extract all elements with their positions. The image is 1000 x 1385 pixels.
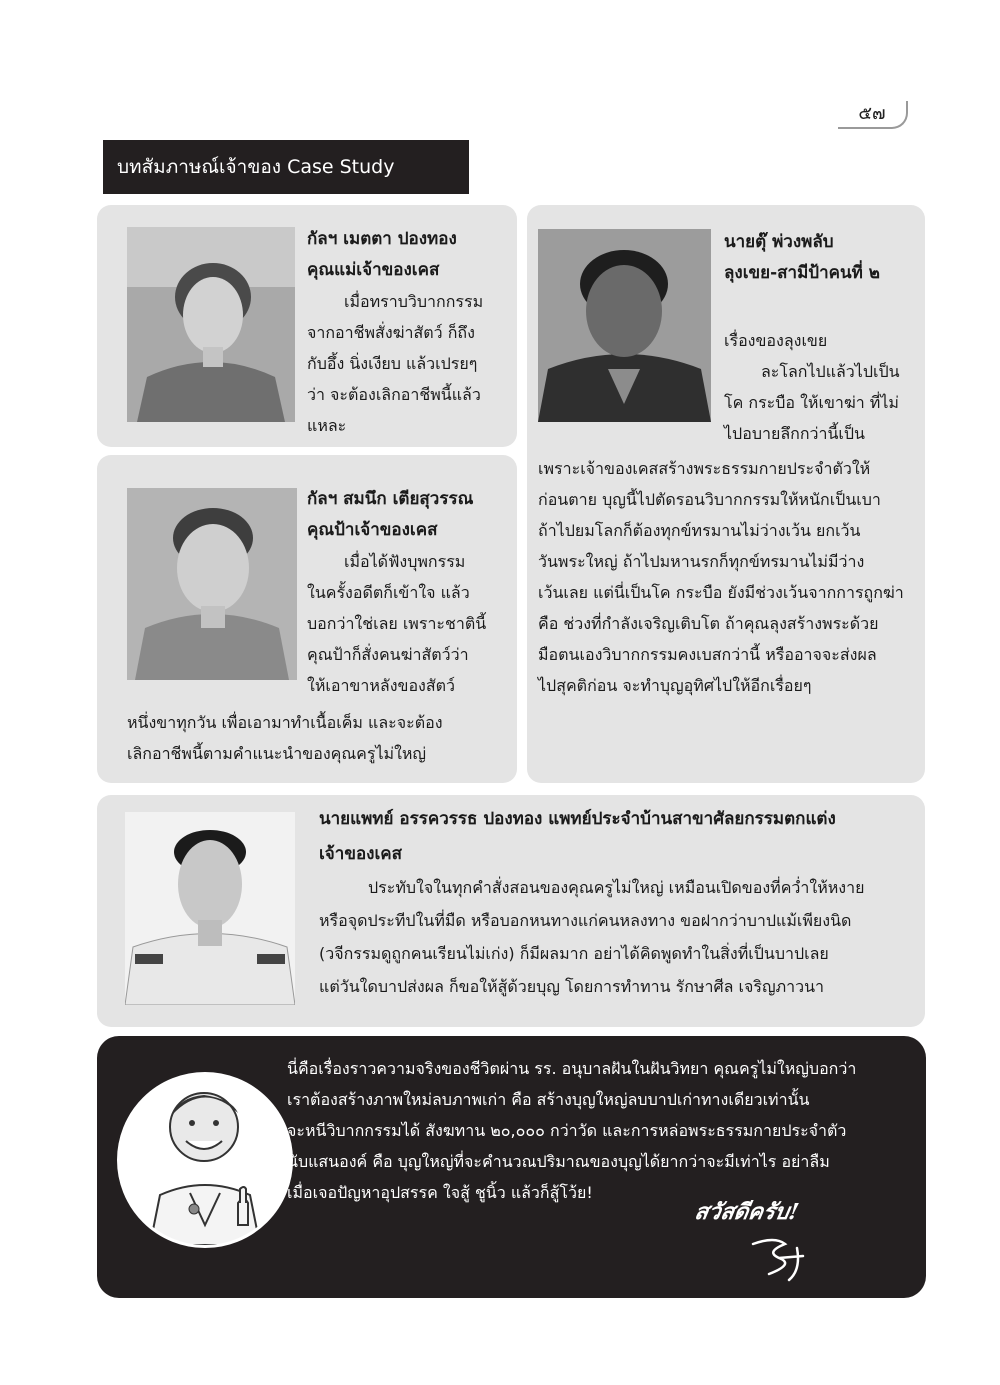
role-aunt: คุณป้าเจ้าของเคส — [307, 520, 438, 540]
quote-line: ถ้าไปยมโลกก็ต้องทุกข์ทรมานไม่ว่างเว้น ยกเว้น — [538, 521, 861, 540]
photo-uncle — [538, 229, 711, 422]
closing-line: เมื่อเจอปัญหาอุปสรรค ใจสู้ ชูนิ้ว แล้วก็สู้โว้ย! — [287, 1183, 593, 1202]
quote-line: เลิกอาชีพนี้ตามคำแนะนำของคุณครูไม่ใหญ่ — [127, 744, 427, 763]
quote-line: แหละ — [307, 416, 347, 435]
quote-line: เพราะเจ้าของเคสสร้างพระธรรมกายประจำตัวให้ — [538, 459, 871, 478]
role-mother: คุณแม่เจ้าของเคส — [307, 260, 440, 280]
quote-line: หนึ่งขาทุกวัน เพื่อเอามาทำเนื้อเค็ม และจะต้อง — [127, 713, 443, 732]
name-aunt: กัลฯ สมนึก เตียสุวรรณ — [307, 489, 474, 509]
quote-line: วันพระใหญ่ ถ้าไปมหานรกก็ทุกข์ทรมานไม่มีว่าง — [538, 552, 865, 571]
quote-line: เว้นเลย แต่นี่เป็นโค กระบือ ยังมีช่วงเว้นจากการถูกฆ่า — [538, 583, 904, 602]
quote-line: เมื่อทราบวิบากกรรม — [344, 292, 484, 311]
quote-line: บอกว่าใช่เลย เพราะชาตินี้ — [307, 614, 487, 633]
quote-line: เมื่อได้ฟังบุพกรรม — [344, 552, 466, 571]
closing-line: นี่คือเรื่องราวความจริงของชีวิตผ่าน รร. อนุบาลฝันในฝันวิทยา คุณครูไม่ใหญ่บอกว่า — [287, 1059, 857, 1078]
quote-line: แต่วันใดบาปส่งผล ก็ขอให้สู้ด้วยบุญ โดยการทำทาน รักษาศีล เจริญภาวนา — [319, 977, 825, 996]
quote-line: คุณป้าก็สั่งคนฆ่าสัตว์ว่า — [307, 645, 469, 664]
quote-line: หรือจุดประทีปในที่มืด หรือบอกหนทางแก่คนหลงทาง ขอฝากว่าบาปแม้เพียงนิด — [319, 911, 852, 930]
portrait-uncle-image — [538, 229, 711, 422]
name-doctor: นายแพทย์ อรรควรรธ ปองทอง แพทย์ประจำบ้านสาขาศัลยกรรมตกแต่ง — [319, 809, 836, 829]
photo-mother — [127, 227, 295, 422]
interview-box-aunt — [97, 455, 517, 783]
quote-line: กับอึ้ง นิ่งเงียบ แล้วเปรยๆ — [307, 354, 478, 373]
closing-box — [97, 1036, 926, 1298]
closing-line: เราต้องสร้างภาพใหม่ลบภาพเก่า คือ สร้างบุญใหญ่ลบบาปเก่าทางเดียวเท่านั้น — [287, 1090, 810, 1109]
quote-line: ไปอบายลึกกว่านี้เป็น — [724, 424, 865, 443]
role-uncle: ลุงเขย-สามีป้าคนที่ ๒ — [724, 263, 880, 283]
name-uncle: นายตุ๊ พ่วงพลับ — [724, 232, 834, 252]
role-doctor: เจ้าของเคส — [319, 844, 403, 864]
quote-line: ให้เอาขาหลังของสัตว์ — [307, 676, 456, 695]
quote-line: ไปสุคติก่อน จะทำบุญอุทิศไปให้อีกเรื่อยๆ — [538, 676, 812, 695]
greeting-signoff: สวัสดีครับ! — [692, 1199, 801, 1225]
signature-icon — [745, 1234, 815, 1284]
quote-line: ละโลกไปแล้วไปเป็น — [761, 362, 900, 381]
quote-line: (วจีกรรมดูถูกคนเรียนไม่เก่ง) ก็มีผลมาก อย่าได้คิดพูดทำในสิ่งที่เป็นบาปเลย — [319, 944, 829, 963]
photo-doctor — [125, 812, 295, 1005]
name-mother: กัลฯ เมตตา ปองทอง — [307, 229, 457, 249]
interview-box-mother — [97, 205, 517, 447]
quote-line: เรื่องของลุงเขย — [724, 331, 828, 350]
quote-line: ว่า จะต้องเลิกอาชีพนี้แล้ว — [307, 385, 481, 404]
quote-line: มือตนเองวิบากกรรมคงเบสกว่านี้ หรืออาจจะส่งผล — [538, 645, 877, 664]
portrait-aunt-image — [127, 488, 297, 680]
closing-line: นับแสนองค์ คือ บุญใหญ่ที่จะคำนวณปริมาณของบุญได้ยากว่าจะมีเท่าไร อย่าลืม — [287, 1152, 830, 1171]
quote-line: ก่อนตาย บุญนี้ไปตัดรอนวิบากกรรมให้หนักเป็นเบา — [538, 490, 881, 509]
portrait-doctor-image — [125, 812, 295, 1005]
photo-aunt — [127, 488, 297, 680]
quote-line: ประทับใจในทุกคำสั่งสอนของคุณครูไม่ใหญ่ เหมือนเปิดของที่คว่ำให้หงาย — [368, 878, 865, 897]
closing-line: จะหนีวิบากกรรมได้ สังฆทาน ๒๐,๐๐๐ กว่าวัด และการหล่อพระธรรมกายประจำตัว — [287, 1121, 847, 1140]
quote-line: จากอาชีพสั่งฆ่าสัตว์ ก็ถึง — [307, 323, 475, 342]
section-title: บทสัมภาษณ์เจ้าของ Case Study — [103, 140, 469, 194]
quote-line: โค กระบือ ให้เขาฆ่า ที่ไม่ — [724, 393, 899, 412]
cartoon-teacher-icon — [120, 1075, 290, 1245]
interview-box-doctor — [97, 795, 925, 1027]
interview-box-uncle — [527, 205, 925, 783]
quote-line: คือ ช่วงที่กำลังเจริญเติบโต ถ้าคุณลุงสร้างพระด้วย — [538, 614, 879, 633]
cartoon-teacher-avatar — [117, 1072, 293, 1248]
page-number: ๕๗ — [838, 101, 908, 129]
quote-line: ในครั้งอดีตก็เข้าใจ แล้ว — [307, 583, 470, 602]
portrait-mother-image — [127, 227, 295, 422]
